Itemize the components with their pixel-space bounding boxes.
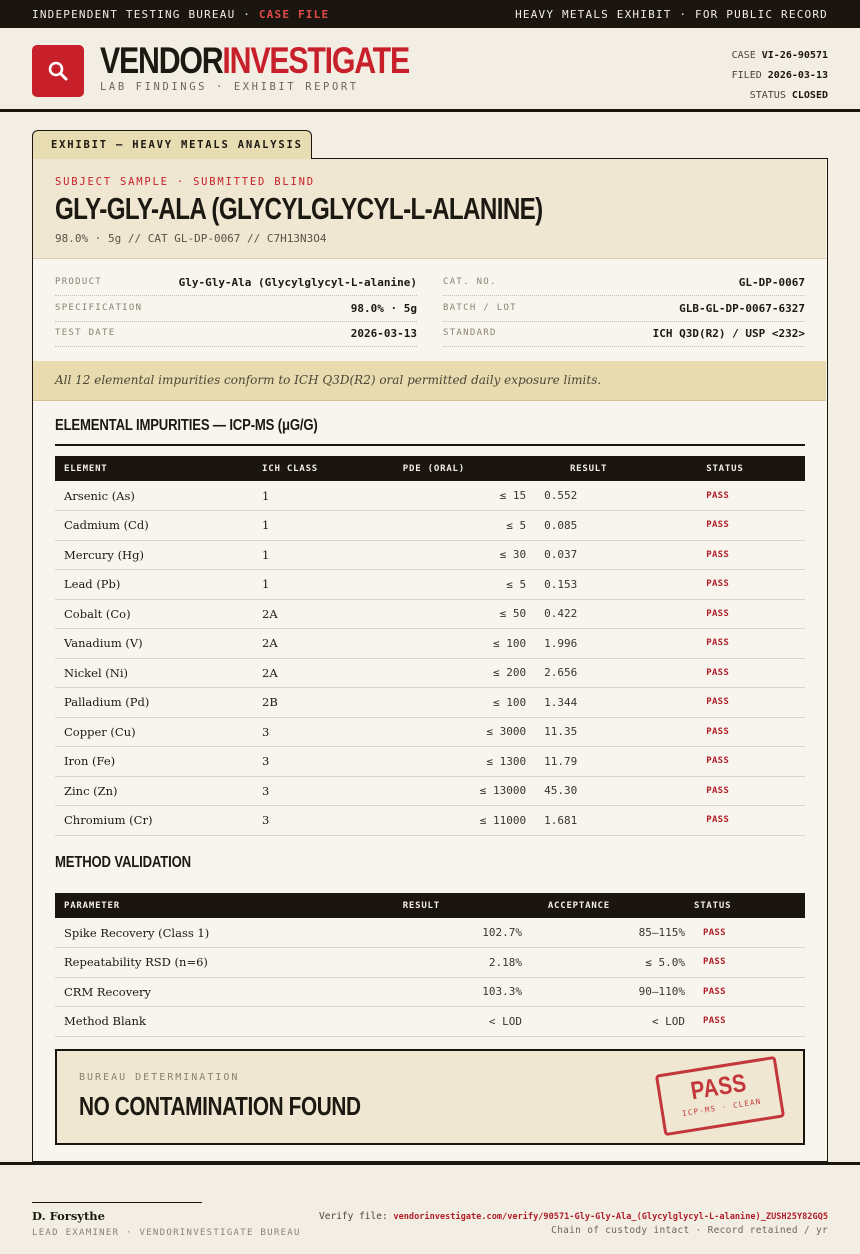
status-badge: PASS [697, 599, 805, 629]
subject-header [33, 159, 826, 259]
impurities-table [55, 456, 805, 836]
pde-cell: ≤ 11000 [394, 806, 535, 836]
fact-label: STANDARD [443, 328, 497, 338]
determination-label: BUREAU DETERMINATION [79, 1072, 240, 1083]
brand-name-part1: VENDOR [100, 40, 223, 81]
fact-value: 2026-03-13 [350, 327, 417, 340]
element-cell: Vanadium (V) [55, 629, 253, 659]
fact-value: GLB-GL-DP-0067-6327 [679, 302, 805, 315]
column-header-pde: PDE (ORAL) [402, 463, 465, 474]
element-cell: Arsenic (As) [55, 481, 253, 511]
examiner-name: D. Forsythe [32, 1209, 105, 1223]
fact-batch-lot [443, 297, 805, 322]
element-cell: Nickel (Ni) [55, 658, 253, 688]
case-number-value: VI-26-90571 [761, 50, 828, 61]
status-badge: PASS [697, 688, 805, 718]
validation-heading: METHOD VALIDATION [55, 854, 191, 871]
element-cell: Palladium (Pd) [55, 688, 253, 718]
ich-class-cell: 3 [253, 717, 394, 747]
table-row [55, 688, 805, 718]
fact-label: SPECIFICATION [55, 303, 143, 313]
ich-class-cell: 2A [253, 599, 394, 629]
column-header-parameter: PARAMETER [64, 900, 120, 911]
parameter-cell: Repeatability RSD (n=6) [55, 948, 365, 978]
result-cell: 11.35 [535, 717, 697, 747]
val-result-cell: < LOD [365, 1007, 535, 1037]
pde-cell: ≤ 13000 [394, 776, 535, 806]
ich-class-cell: 2A [253, 629, 394, 659]
column-header-status: STATUS [706, 463, 744, 474]
acceptance-cell: 90–110% [535, 977, 685, 1007]
acceptance-cell: < LOD [535, 1007, 685, 1037]
pde-cell: ≤ 5 [394, 511, 535, 541]
bureau-determination [55, 1049, 805, 1145]
result-cell: 0.037 [535, 540, 697, 570]
validation-table [55, 893, 805, 1037]
logo-badge[interactable] [32, 45, 84, 97]
pde-cell: ≤ 5 [394, 570, 535, 600]
pde-cell: ≤ 1300 [394, 747, 535, 777]
fact-specification [55, 297, 417, 322]
ich-class-cell: 1 [253, 570, 394, 600]
status-badge: PASS [697, 717, 805, 747]
ich-class-cell: 2B [253, 688, 394, 718]
brand-wordmark[interactable] [100, 40, 409, 82]
case-file-label: CASE FILE [258, 8, 330, 21]
result-cell: 11.79 [535, 747, 697, 777]
result-cell: 1.344 [535, 688, 697, 718]
filed-date-row [732, 66, 828, 86]
fact-test-date [55, 322, 417, 347]
status-badge: PASS [697, 570, 805, 600]
column-header-val-result: RESULT [402, 900, 440, 911]
fact-label: BATCH / LOT [443, 303, 517, 313]
verify-link[interactable]: vendorinvestigate.com/verify/90571-Gly-Gly-Ala_(Glycylglycyl-L-alanine)_ZUSH25Y82GQ5 [393, 1212, 828, 1222]
case-status-row [732, 86, 828, 106]
result-cell: 2.656 [535, 658, 697, 688]
conformance-note: All 12 elemental impurities conform to ICH Q3D(R2) oral permitted daily exposure limits. [33, 361, 826, 401]
parameter-cell: CRM Recovery [55, 977, 365, 1007]
brand-name-part2: INVESTIGATE [222, 40, 409, 81]
pass-stamp [655, 1056, 785, 1136]
status-badge: PASS [685, 948, 805, 978]
element-cell: Iron (Fe) [55, 747, 253, 777]
element-cell: Copper (Cu) [55, 717, 253, 747]
column-header-element: ELEMENT [64, 463, 108, 474]
signature-line [32, 1202, 202, 1203]
fact-standard [443, 322, 805, 347]
status-badge: PASS [697, 629, 805, 659]
status-badge: PASS [685, 1007, 805, 1037]
case-meta [732, 46, 828, 106]
table-row [55, 599, 805, 629]
element-cell: Zinc (Zn) [55, 776, 253, 806]
table-row [55, 717, 805, 747]
case-status-value: CLOSED [791, 90, 828, 101]
filed-date-label: FILED [731, 70, 762, 81]
result-cell: 1.681 [535, 806, 697, 836]
table-row [55, 481, 805, 511]
chain-of-custody-note: Chain of custody intact · Record retained / yr [551, 1225, 828, 1236]
table-row [55, 747, 805, 777]
pde-cell: ≤ 15 [394, 481, 535, 511]
table-row [55, 511, 805, 541]
result-cell: 0.422 [535, 599, 697, 629]
element-cell: Lead (Pb) [55, 570, 253, 600]
stamp-subtext: ICP-MS · CLEAN [681, 1096, 763, 1119]
status-badge: PASS [697, 776, 805, 806]
table-row [55, 948, 805, 978]
subject-title: GLY-GLY-ALA (GLYCYLGLYCYL-L-ALANINE) [55, 191, 543, 226]
subject-subline: 98.0% · 5g // CAT GL-DP-0067 // C7H13N3O4 [55, 232, 327, 245]
filed-date-value: 2026-03-13 [767, 70, 828, 81]
ich-class-cell: 3 [253, 776, 394, 806]
validation-header-row [55, 893, 805, 918]
column-header-acceptance: ACCEPTANCE [547, 900, 610, 911]
status-badge: PASS [697, 658, 805, 688]
fact-label: CAT. NO. [443, 277, 497, 287]
table-row [55, 1007, 805, 1037]
ich-class-cell: 1 [253, 481, 394, 511]
status-badge: PASS [697, 540, 805, 570]
table-row [55, 658, 805, 688]
pde-cell: ≤ 100 [394, 629, 535, 659]
ich-class-cell: 2A [253, 658, 394, 688]
pde-cell: ≤ 100 [394, 688, 535, 718]
magnifier-icon [47, 60, 69, 82]
subject-kicker: SUBJECT SAMPLE · SUBMITTED BLIND [55, 176, 315, 188]
column-header-ich-class: ICH CLASS [262, 463, 319, 474]
ich-class-cell: 3 [253, 806, 394, 836]
stamp-text: PASS [688, 1068, 749, 1106]
pde-cell: ≤ 200 [394, 658, 535, 688]
impurities-header-row [55, 456, 805, 481]
impurities-heading-rule [55, 444, 805, 446]
case-number-row [732, 46, 828, 66]
verify-label: Verify file: [319, 1211, 394, 1222]
fact-value: 98.0% · 5g [350, 302, 417, 315]
result-cell: 0.552 [535, 481, 697, 511]
exhibit-tab[interactable]: EXHIBIT — HEAVY METALS ANALYSIS [32, 130, 312, 159]
ich-class-cell: 1 [253, 511, 394, 541]
ich-class-cell: 1 [253, 540, 394, 570]
table-row [55, 918, 805, 948]
case-number-label: CASE [731, 50, 756, 61]
validation-body [55, 918, 805, 1036]
parameter-cell: Method Blank [55, 1007, 365, 1037]
status-badge: PASS [685, 918, 805, 948]
fact-value: Gly-Gly-Ala (Glycylglycyl-L-alanine) [178, 276, 417, 289]
case-status-label: STATUS [749, 90, 786, 101]
val-result-cell: 102.7% [365, 918, 535, 948]
val-result-cell: 2.18% [365, 948, 535, 978]
fact-label: PRODUCT [55, 277, 103, 287]
status-badge: PASS [685, 977, 805, 1007]
fact-label: TEST DATE [55, 328, 116, 338]
pde-cell: ≤ 50 [394, 599, 535, 629]
top-bar-left-text: INDEPENDENT TESTING BUREAU · [32, 8, 259, 21]
result-cell: 45.30 [535, 776, 697, 806]
exhibit-panel [32, 158, 828, 1162]
ich-class-cell: 3 [253, 747, 394, 777]
impurities-heading: ELEMENTAL IMPURITIES — ICP-MS (μG/G) [55, 417, 318, 434]
table-row [55, 570, 805, 600]
examiner-role: LEAD EXAMINER · VENDORINVESTIGATE BUREAU [32, 1228, 301, 1238]
footer-rule [0, 1162, 860, 1165]
status-badge: PASS [697, 806, 805, 836]
status-badge: PASS [697, 747, 805, 777]
top-bar-right: HEAVY METALS EXHIBIT · FOR PUBLIC RECORD [515, 8, 828, 21]
pde-cell: ≤ 30 [394, 540, 535, 570]
table-row [55, 776, 805, 806]
fact-cat-no [443, 271, 805, 296]
column-header-result: RESULT [569, 463, 608, 474]
fact-value: GL-DP-0067 [738, 276, 805, 289]
fact-value: ICH Q3D(R2) / USP <232> [652, 327, 805, 340]
parameter-cell: Spike Recovery (Class 1) [55, 918, 365, 948]
pde-cell: ≤ 3000 [394, 717, 535, 747]
result-cell: 0.153 [535, 570, 697, 600]
element-cell: Cobalt (Co) [55, 599, 253, 629]
impurities-body [55, 481, 805, 835]
status-badge: PASS [697, 511, 805, 541]
acceptance-cell: ≤ 5.0% [535, 948, 685, 978]
top-bar-left [32, 8, 329, 21]
acceptance-cell: 85–115% [535, 918, 685, 948]
element-cell: Chromium (Cr) [55, 806, 253, 836]
top-bar [0, 0, 860, 28]
determination-value: NO CONTAMINATION FOUND [79, 1091, 361, 1121]
status-badge: PASS [697, 481, 805, 511]
val-result-cell: 103.3% [365, 977, 535, 1007]
table-row [55, 540, 805, 570]
column-header-val-status: STATUS [694, 900, 732, 911]
element-cell: Mercury (Hg) [55, 540, 253, 570]
verify-file [319, 1211, 828, 1222]
table-row [55, 629, 805, 659]
table-row [55, 806, 805, 836]
result-cell: 1.996 [535, 629, 697, 659]
result-cell: 0.085 [535, 511, 697, 541]
table-row [55, 977, 805, 1007]
header [0, 28, 860, 112]
fact-product [55, 271, 417, 296]
brand-tagline: LAB FINDINGS · EXHIBIT REPORT [100, 81, 359, 93]
element-cell: Cadmium (Cd) [55, 511, 253, 541]
